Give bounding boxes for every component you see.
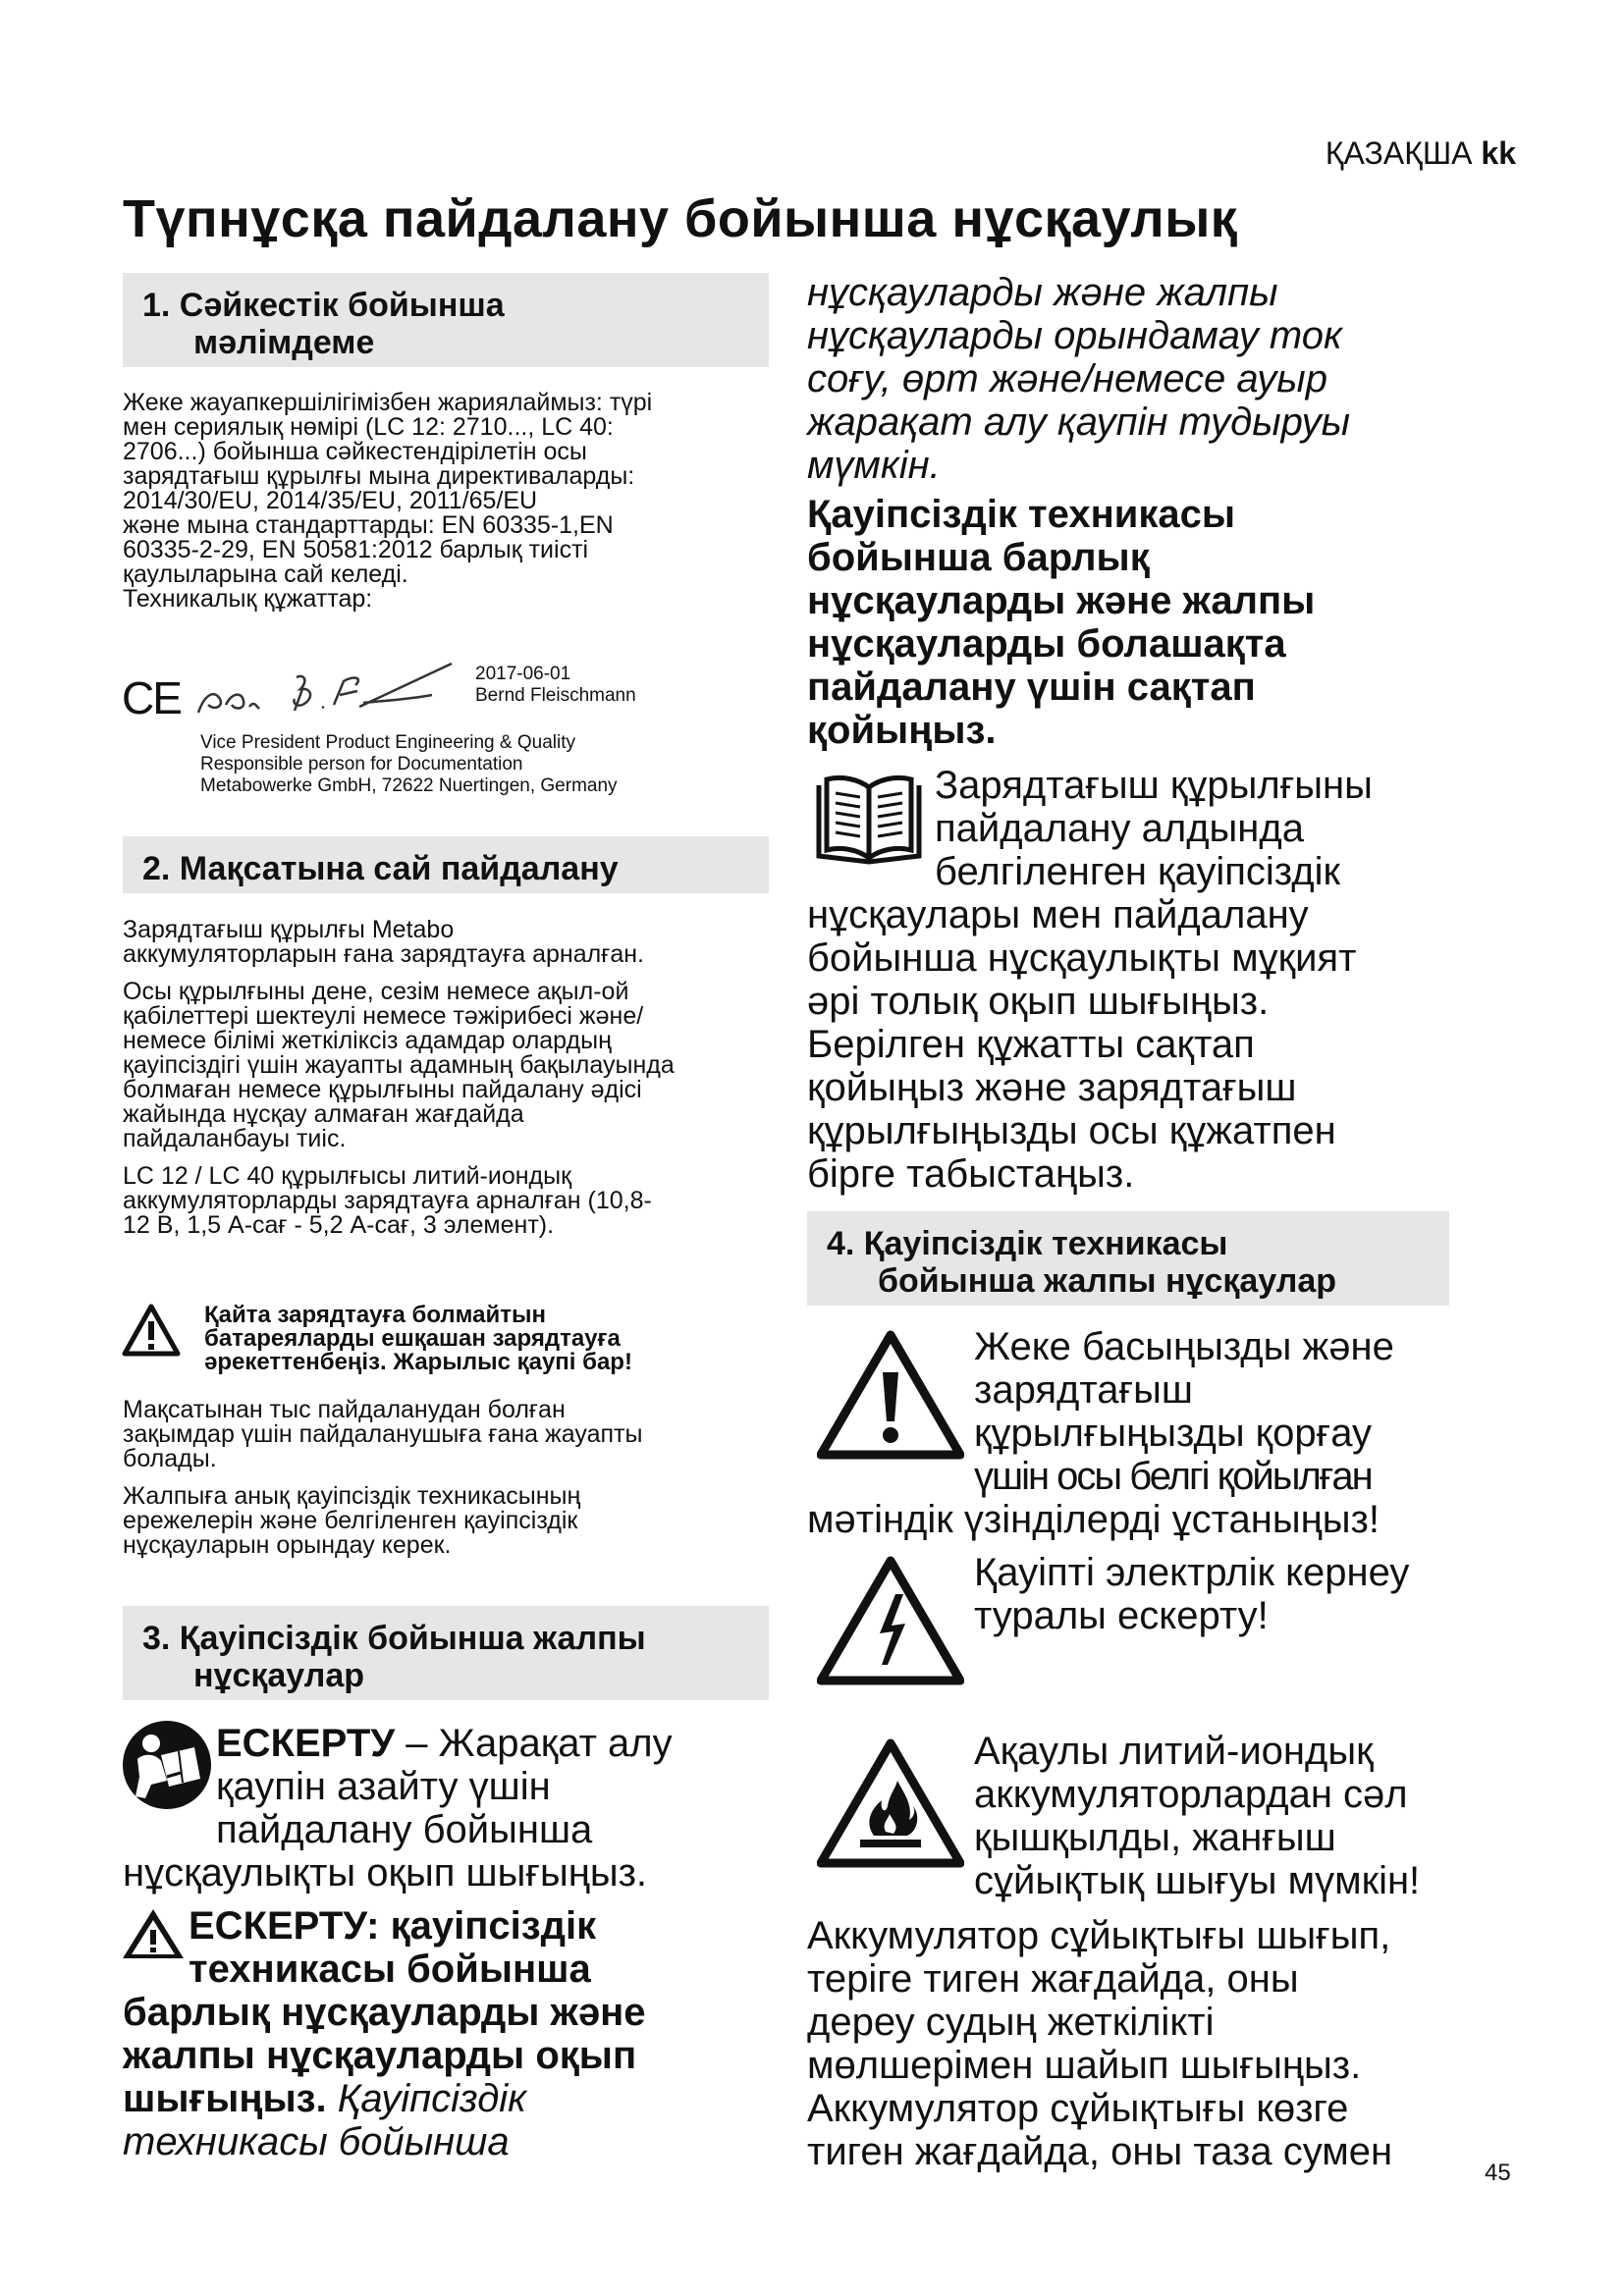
signature-role: Responsible person for Documentation: [200, 754, 523, 774]
final-line: теріге тиген жағдайда, оны: [807, 1957, 1299, 2001]
warning-2-italic: Қауіпсіздік: [337, 2077, 527, 2120]
warning-2-line: жалпы нұсқауларды оқып: [123, 2034, 637, 2077]
section-3-heading-line1: 3. Қауіпсіздік бойынша жалпы: [142, 1620, 646, 1657]
warning-1-line: пайдалану бойынша: [216, 1808, 593, 1851]
para-line: құрылғыңызды осы құжатпен: [807, 1109, 1336, 1152]
explosion-warning: [204, 1304, 632, 1374]
section-3-heading-line2: нұсқаулар: [193, 1657, 365, 1694]
s1-line: қаулыларына сай келеді.: [123, 561, 408, 588]
section-2-heading: [123, 836, 769, 893]
right-italic-block: [807, 271, 1350, 487]
warning-line: әрекеттенбеңіз. Жарылыс қаупі бар!: [204, 1349, 632, 1375]
signature-details: [200, 732, 618, 797]
exclamation-warning-icon: [817, 1329, 964, 1461]
warning-line: батареяларды ешқашан зарядтауға: [204, 1325, 621, 1352]
final-paragraph: [807, 1914, 1392, 2173]
s1-line: Жеке жауапкершілігімізбен жариялаймыз: түрі: [123, 389, 653, 416]
read-manual-icon: [122, 1720, 212, 1810]
page-title: Түпнұсқа пайдалану бойынша нұсқаулық: [123, 189, 1238, 248]
t2-line: туралы ескерту!: [974, 1594, 1269, 1637]
para-line: Берілген құжатты сақтап: [807, 1023, 1255, 1066]
warning-2-last-line: [123, 2077, 526, 2120]
t3-line: Ақаулы литий-иондық: [974, 1730, 1374, 1773]
electric-shock-icon: [817, 1555, 964, 1686]
section-3-heading: [123, 1606, 769, 1700]
book-icon: [811, 772, 927, 866]
section-2-body-lower: [123, 1398, 810, 1558]
final-line: дереу судың жеткілікті: [807, 2001, 1215, 2044]
signature-text: ppa. B.F.: [187, 656, 190, 657]
right-paragraph: [807, 893, 1356, 1196]
language-code: kk: [1481, 135, 1516, 171]
section-2-heading-text: 2. Мақсатына сай пайдалану: [142, 850, 619, 887]
right-bold-block: [807, 493, 1315, 752]
warning-1-line: қаупін азайту үшін: [216, 1765, 551, 1808]
t3-block: [974, 1730, 1420, 1902]
s2-p2-line: Осы құрылғыны дене, сезім немесе ақыл-ой: [123, 978, 629, 1005]
s2-p5-line: ережелерін және белгіленген қауіпсіздік: [123, 1507, 578, 1534]
bold-line: пайдалану үшін сақтап: [807, 666, 1256, 709]
para-line: әрі толық оқып шығыңыз.: [807, 980, 1270, 1023]
book-line: белгіленген қауіпсіздік: [935, 850, 1340, 893]
t1-line: үшін осы белгі қойылған: [974, 1455, 1372, 1498]
s1-line: 2706...) бойынша сәйкестендірілетін осы: [123, 438, 587, 465]
s2-p3-line: LC 12 / LC 40 құрылғысы литий-иондық: [123, 1162, 572, 1190]
signature-image: [187, 656, 471, 724]
s2-p2-line: пайдаланбауы тиіс.: [123, 1125, 347, 1152]
section-4-heading: [807, 1211, 1449, 1306]
italic-line: мүмкін.: [807, 444, 941, 487]
warning-1-text: – Жарақат алу: [406, 1722, 673, 1765]
final-line: тиген жағдайда, оны таза сумен: [807, 2130, 1393, 2173]
bold-line: нұсқауларды болашақта: [807, 622, 1286, 666]
s2-p3-line: аккумуляторларды зарядтауға арналған (10,8-: [123, 1187, 652, 1214]
t3-line: аккумуляторлардан сәл: [974, 1773, 1408, 1816]
warning-2-line: барлық нұсқауларды және: [123, 1991, 646, 2034]
flammable-icon: [817, 1737, 964, 1869]
signature-title: Vice President Product Engineering & Quality: [200, 732, 575, 753]
page-number: 45: [1485, 2160, 1511, 2186]
bold-line: Қауіпсіздік техникасы: [807, 493, 1236, 536]
warning-2-bold-end: шығыңыз.: [123, 2077, 327, 2120]
language-name: ҚАЗАҚША: [1325, 135, 1473, 171]
warning-2-line: ЕСКЕРТУ: қауіпсіздік: [189, 1904, 597, 1948]
s1-line: Техникалық құжаттар:: [123, 585, 373, 613]
section-4-heading-line2: бойынша жалпы нұсқаулар: [878, 1262, 1337, 1300]
s1-line: 2014/30/EU, 2014/35/EU, 2011/65/EU: [123, 487, 538, 514]
warning-1-line: нұсқаулықты оқып шығыңыз.: [123, 1851, 648, 1895]
s2-p5-line: нұсқауларын орындау керек.: [123, 1531, 452, 1559]
s2-p2-line: немесе білімі жеткіліксіз адамдар олардың: [123, 1027, 612, 1054]
s1-line: және мына стандарттарды: EN 60335-1,EN: [123, 511, 614, 539]
ce-mark: CE: [122, 672, 181, 723]
s2-p2-line: қауіпсіздігі үшін жауапты адамның бақылауында: [123, 1051, 675, 1079]
warning-black-triangle-icon: [122, 1908, 185, 1959]
italic-line: нұсқауларды орындамау ток: [807, 314, 1342, 357]
s2-p5-line: Жалпыға анық қауіпсіздік техникасының: [123, 1482, 581, 1510]
section-4-heading-line1: 4. Қауіпсіздік техникасы: [827, 1225, 1228, 1262]
para-line: нұсқаулары мен пайдалану: [807, 893, 1309, 936]
language-label: [1326, 135, 1516, 172]
s2-p2-line: қабілеттері шектеулі немесе тәжірибесі және/: [123, 1002, 644, 1030]
t3-line: қышқылды, жанғыш: [974, 1816, 1336, 1859]
warning-triangle-icon: [122, 1304, 181, 1357]
bold-line: қойыңыз.: [807, 709, 997, 752]
italic-line: жарақат алу қаупін тудыруы: [807, 400, 1351, 444]
section-1-body: [123, 391, 790, 612]
t2-line: Қауіпті электрлік кернеу: [974, 1551, 1410, 1594]
para-line: қойыңыз және зарядтағыш: [807, 1066, 1297, 1109]
signature-name: Bernd Fleischmann: [475, 685, 636, 706]
s2-p4-line: Мақсатынан тыс пайдаланудан болған: [123, 1396, 566, 1423]
warning-2-line: техникасы бойынша: [189, 1948, 591, 1991]
signature-company: Metabowerke GmbH, 72622 Nuertingen, Germany: [200, 775, 618, 796]
signature-date: 2017-06-01: [475, 664, 571, 684]
warning-1-first-line: [216, 1722, 673, 1765]
t1-line: құрылғыңызды қорғау: [974, 1412, 1373, 1455]
warning-line: Қайта зарядтауға болмайтын: [204, 1302, 546, 1328]
bold-line: нұсқауларды және жалпы: [807, 579, 1316, 622]
final-line: мөлшерімен шайып шығыңыз.: [807, 2044, 1362, 2087]
s2-p3-line: 12 В, 1,5 А-сағ - 5,2 А-сағ, 3 элемент).: [123, 1211, 555, 1239]
s2-p4-line: болады.: [123, 1445, 217, 1472]
t1-line: зарядтағыш: [974, 1368, 1193, 1412]
italic-line: нұсқауларды және жалпы: [807, 271, 1278, 314]
final-line: Аккумулятор сұйықтығы көзге: [807, 2087, 1349, 2130]
s2-p1-line: Зарядтағыш құрылғы Metabo: [123, 916, 455, 943]
section-1-heading: [123, 273, 769, 367]
s1-line: 60335-2-29, EN 50581:2012 барлық тиісті: [123, 536, 589, 563]
bold-line: бойынша барлық: [807, 536, 1150, 579]
para-line: бойынша нұсқаулықты мұқият: [807, 936, 1357, 980]
section-1-heading-line2: мәлімдеме: [193, 324, 375, 361]
section-2-body: [123, 918, 810, 1238]
italic-line: соғу, өрт және/немесе ауыр: [807, 357, 1327, 400]
s1-line: мен сериялық нөмірі (LC 12: 2710..., LC 40:: [123, 413, 614, 441]
t3-line: сұйықтық шығуы мүмкін!: [974, 1859, 1421, 1902]
t1-line: Жеке басыңызды және: [974, 1325, 1394, 1368]
section-1-heading-line1: 1. Сәйкестік бойынша: [142, 287, 505, 324]
s2-p2-line: жайында нұсқау алмаған жағдайда: [123, 1100, 524, 1128]
para-line: бірге табыстаңыз.: [807, 1152, 1135, 1196]
s1-line: зарядтағыш құрылғы мына директиваларды:: [123, 462, 635, 490]
final-line: Аккумулятор сұйықтығы шығып,: [807, 1914, 1391, 1957]
s2-p2-line: болмаған немесе құрылғыны пайдалану әдісі: [123, 1076, 642, 1103]
book-line: Зарядтағыш құрылғыны: [935, 764, 1373, 807]
book-line: пайдалану алдында: [935, 807, 1304, 850]
t1-last-line: мәтіндік үзінділерді ұстаныңыз!: [807, 1498, 1380, 1541]
warning-2-italic-line: техникасы бойынша: [123, 2120, 510, 2163]
s2-p4-line: зақымдар үшін пайдаланушыға ғана жауапты: [123, 1420, 643, 1448]
s2-p1-line: аккумуляторларын ғана зарядтауға арналған.: [123, 940, 644, 968]
warning-1-label: ЕСКЕРТУ: [216, 1722, 396, 1765]
